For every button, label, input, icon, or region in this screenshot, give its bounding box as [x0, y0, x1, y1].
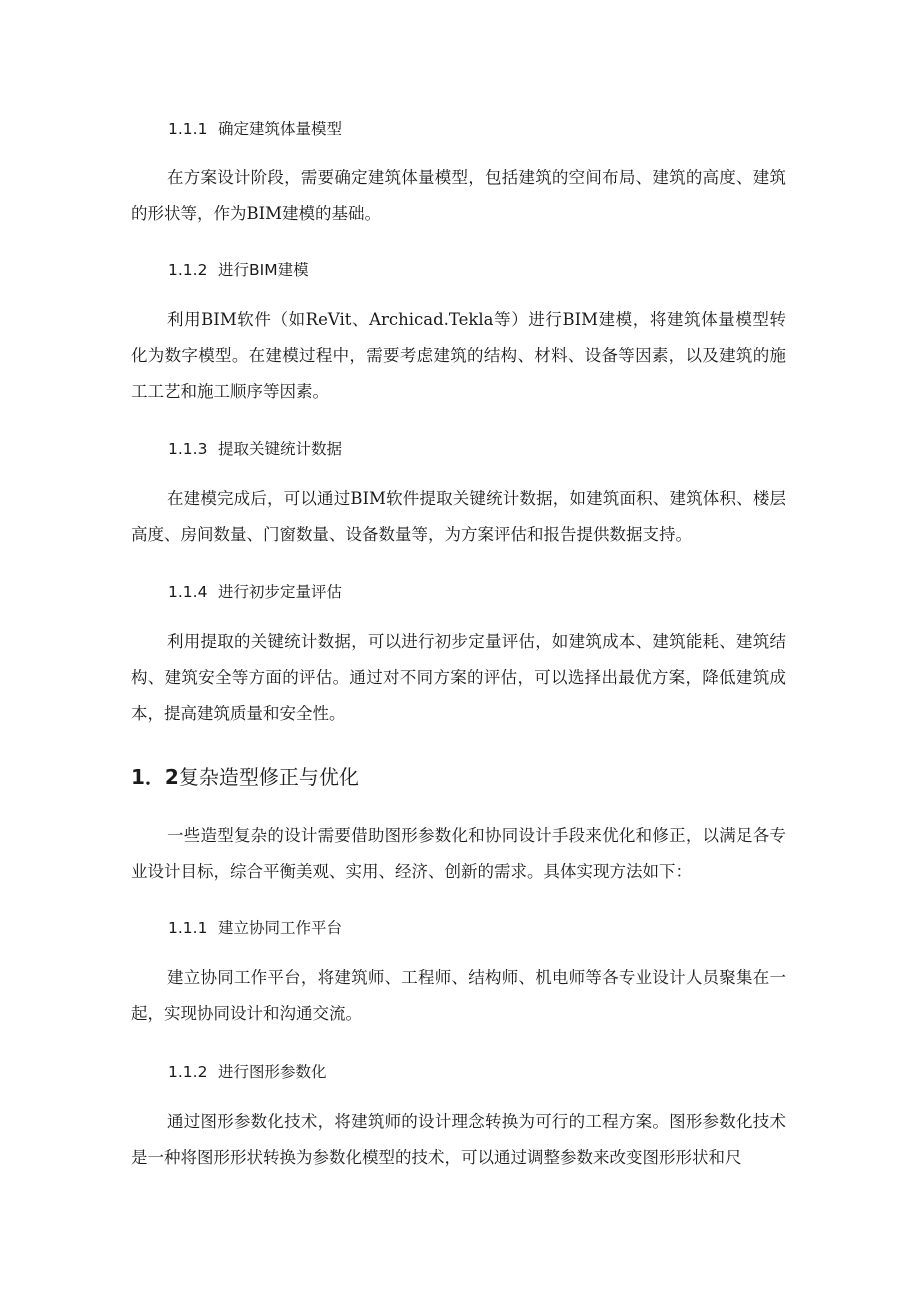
paragraph: 一些造型复杂的设计需要借助图形参数化和协同设计手段来优化和修正，以满足各专业设计目标，综合平衡美观、实用、经济、创新的需求。具体实现方法如下：	[131, 826, 786, 881]
paragraph: 利用提取的关键统计数据，可以进行初步定量评估，如建筑成本、建筑能耗、建筑结构、建筑安全等方面的评估。通过对不同方案的评估，可以选择出最优方案，降低建筑成本，提高建筑质量和安全性。	[131, 632, 786, 723]
section-heading	[168, 1062, 327, 1082]
chapter-number: 1．2	[131, 765, 179, 789]
paragraph: 建立协同工作平台，将建筑师、工程师、结构师、机电师等各专业设计人员聚集在一起，实现协同设计和沟通交流。	[131, 968, 786, 1023]
section-heading	[168, 582, 342, 602]
section-title: 进行图形参数化	[218, 1063, 327, 1081]
section-number: 1.1.4	[168, 583, 208, 601]
section-title: 提取关键统计数据	[218, 440, 343, 458]
section-heading	[168, 260, 309, 280]
paragraph: 通过图形参数化技术，将建筑师的设计理念转换为可行的工程方案。图形参数化技术是一种将图形形状转换为参数化模型的技术，可以通过调整参数来改变图形形状和尺	[131, 1112, 786, 1167]
section-heading	[168, 918, 342, 938]
section-heading	[168, 439, 342, 459]
section-number: 1.1.2	[168, 1063, 208, 1081]
section-title: 进行初步定量评估	[218, 583, 343, 601]
paragraph: 利用BIM软件（如ReVit、Archicad.Tekla等）进行BIM建模，将建筑体量模型转化为数字模型。在建模过程中，需要考虑建筑的结构、材料、设备等因素，以及建筑的施工工艺和施工顺序等因素。	[131, 310, 786, 401]
section-title: 建立协同工作平台	[218, 919, 343, 937]
paragraph: 在建模完成后，可以通过BIM软件提取关键统计数据，如建筑面积、建筑体积、楼层高度、房间数量、门窗数量、设备数量等，为方案评估和报告提供数据支持。	[131, 489, 786, 544]
section-heading	[168, 119, 342, 139]
chapter-heading	[131, 764, 359, 790]
paragraph: 在方案设计阶段，需要确定建筑体量模型，包括建筑的空间布局、建筑的高度、建筑的形状等，作为BIM建模的基础。	[131, 168, 786, 223]
section-number: 1.1.1	[168, 919, 208, 937]
section-number: 1.1.2	[168, 261, 208, 279]
chapter-title: 复杂造型修正与优化	[178, 765, 359, 789]
section-number: 1.1.1	[168, 120, 208, 138]
section-title: 确定建筑体量模型	[218, 120, 343, 138]
section-number: 1.1.3	[168, 440, 208, 458]
section-title: 进行BIM建模	[218, 261, 309, 279]
